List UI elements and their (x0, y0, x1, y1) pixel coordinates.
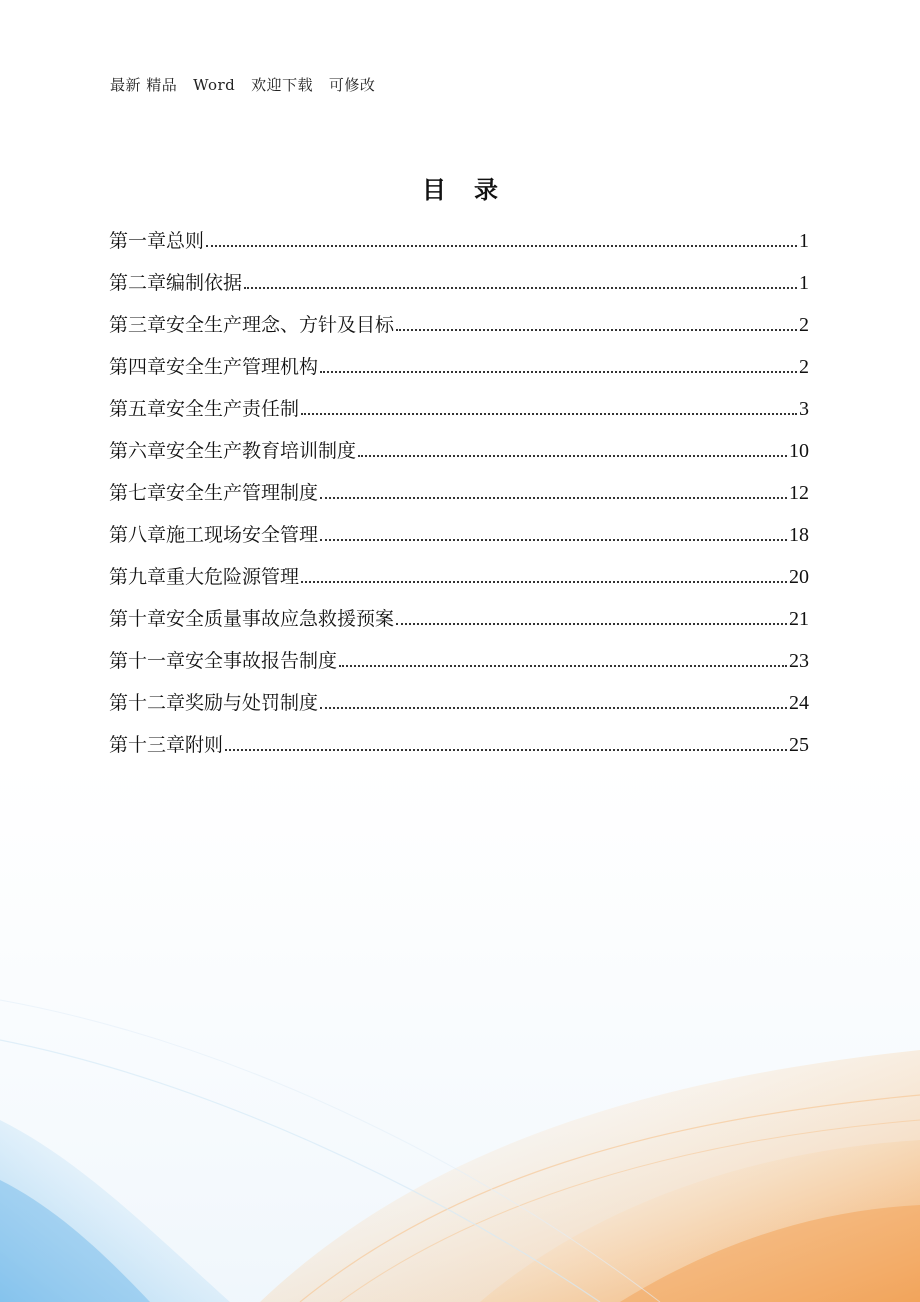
toc-entry-label: 第六章安全生产教育培训制度 (109, 440, 357, 462)
toc-entry-label: 第五章安全生产责任制 (109, 398, 300, 420)
toc-entry[interactable] (109, 352, 809, 394)
toc-entry[interactable] (109, 520, 809, 562)
toc-entry[interactable] (109, 226, 809, 268)
toc-title: 目录 (422, 175, 526, 204)
toc-dot-leader (320, 496, 787, 499)
header-note: 最新 精品 Word 欢迎下载 可修改 (110, 76, 376, 94)
toc-dot-leader (320, 538, 787, 541)
toc-entry[interactable] (109, 268, 809, 310)
toc-entry-label: 第十二章奖励与处罚制度 (109, 692, 319, 714)
toc-entry[interactable] (109, 730, 809, 772)
toc-entry-label: 第十一章安全事故报告制度 (109, 650, 338, 672)
toc-entry[interactable] (109, 562, 809, 604)
toc-entry[interactable] (109, 604, 809, 646)
toc-entry-label: 第八章施工现场安全管理 (109, 524, 319, 546)
toc-entry-label: 第四章安全生产管理机构 (109, 356, 319, 378)
toc-entry-page-number: 2 (799, 356, 809, 378)
toc-entry-label: 第三章安全生产理念、方针及目标 (109, 314, 395, 336)
toc-entry-page-number: 18 (789, 524, 809, 546)
toc-entry-label: 第二章编制依据 (109, 272, 243, 294)
toc-entry-page-number: 12 (789, 482, 809, 504)
toc-entry-page-number: 3 (799, 398, 809, 420)
toc-dot-leader (320, 706, 787, 709)
toc-entry-page-number: 21 (789, 608, 809, 630)
toc-entry-label: 第十三章附则 (109, 734, 224, 756)
table-of-contents (109, 226, 809, 772)
toc-entry-page-number: 23 (789, 650, 809, 672)
toc-entry-page-number: 2 (799, 314, 809, 336)
toc-entry[interactable] (109, 478, 809, 520)
toc-dot-leader (301, 412, 797, 415)
toc-entry[interactable] (109, 394, 809, 436)
toc-entry-page-number: 24 (789, 692, 809, 714)
toc-entry-page-number: 20 (789, 566, 809, 588)
toc-dot-leader (225, 748, 787, 751)
toc-entry-page-number: 10 (789, 440, 809, 462)
toc-entry[interactable] (109, 646, 809, 688)
toc-dot-leader (244, 286, 797, 289)
toc-entry-label: 第九章重大危险源管理 (109, 566, 300, 588)
toc-entry-page-number: 25 (789, 734, 809, 756)
toc-dot-leader (396, 328, 797, 331)
toc-entry-label: 第一章总则 (109, 230, 205, 252)
toc-dot-leader (396, 622, 787, 625)
toc-dot-leader (320, 370, 797, 373)
toc-entry-page-number: 1 (799, 230, 809, 252)
toc-entry[interactable] (109, 310, 809, 352)
toc-dot-leader (339, 664, 787, 667)
toc-entry-label: 第十章安全质量事故应急救援预案 (109, 608, 395, 630)
toc-entry[interactable] (109, 436, 809, 478)
toc-dot-leader (301, 580, 787, 583)
toc-entry-label: 第七章安全生产管理制度 (109, 482, 319, 504)
toc-entry-page-number: 1 (799, 272, 809, 294)
toc-dot-leader (206, 244, 797, 247)
toc-entry[interactable] (109, 688, 809, 730)
toc-dot-leader (358, 454, 787, 457)
